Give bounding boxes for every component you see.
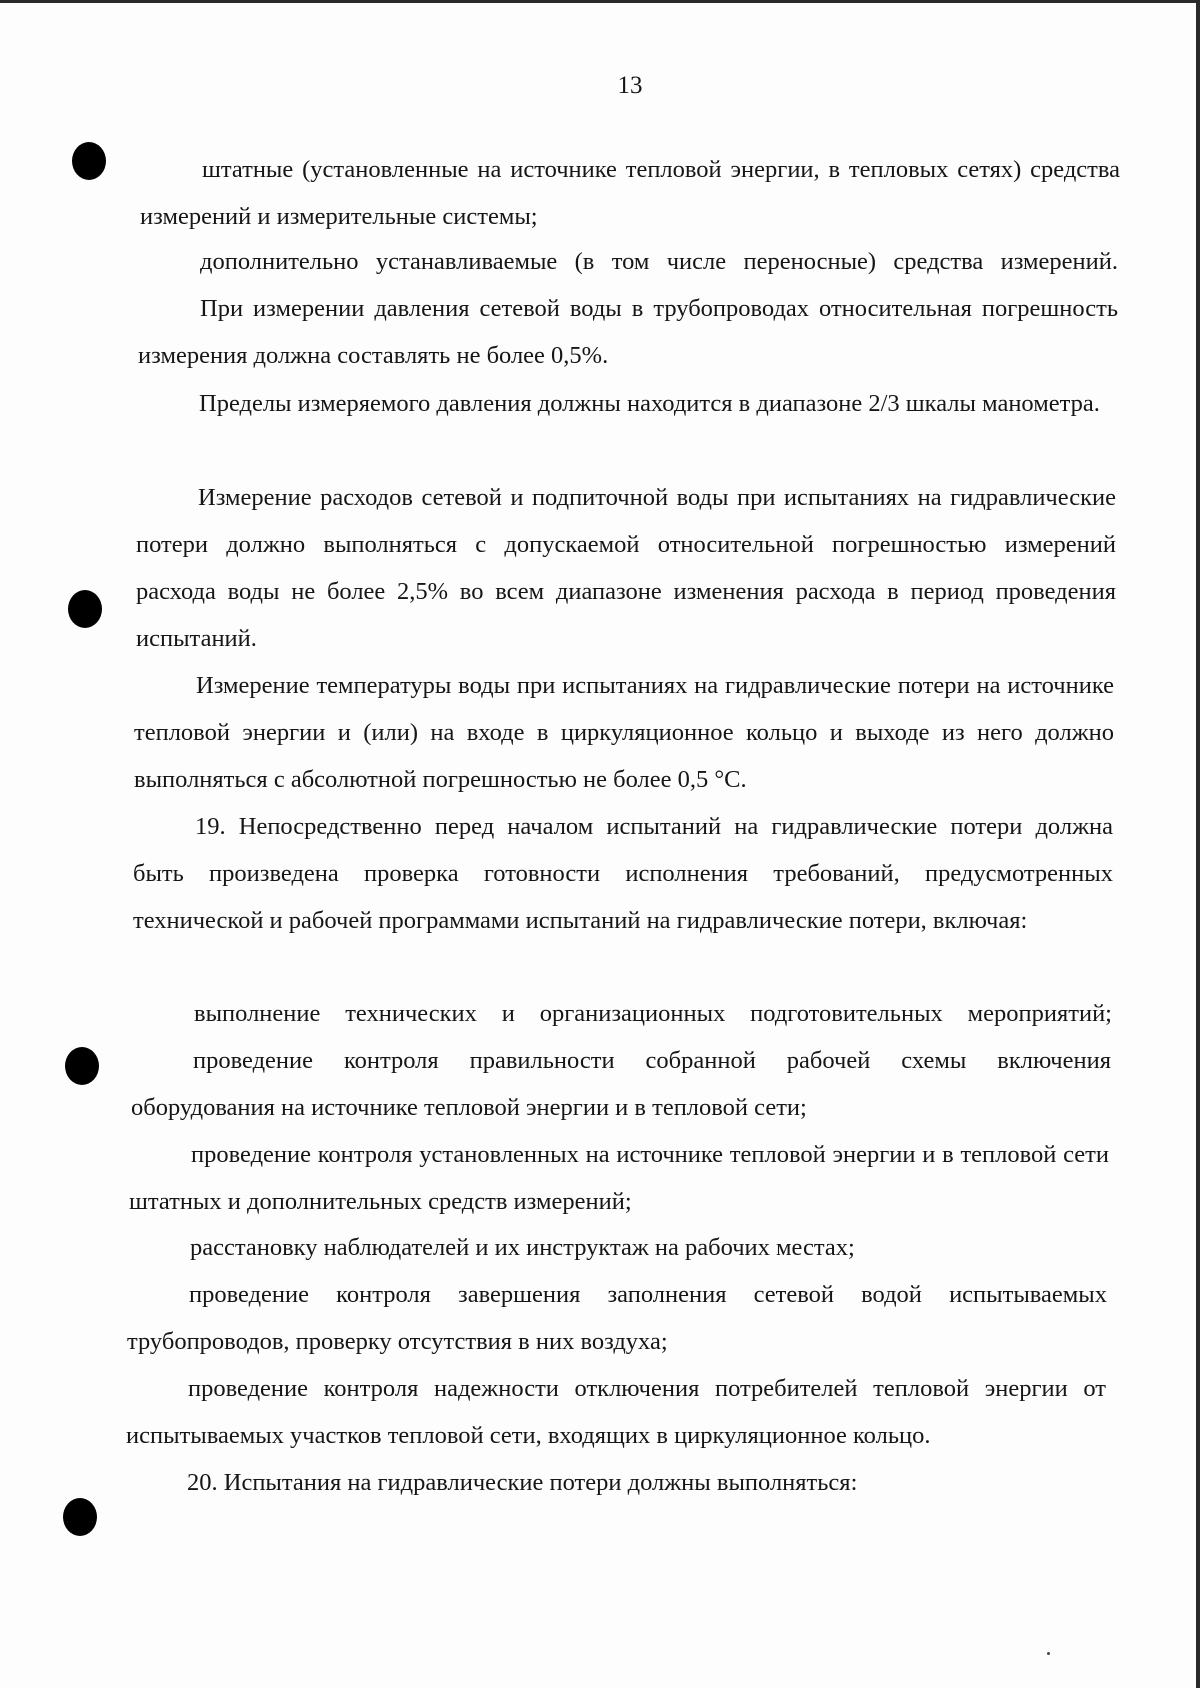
- paragraph: дополнительно устанавливаемые (в том числе переносные) средства измерений.: [200, 248, 1118, 275]
- paragraph: проведение контроля завершения заполнения сетевой водой испытываемых трубопроводов, проверку отсутствия в них воздуха;: [127, 1281, 1107, 1355]
- punch-hole-mark: [72, 142, 106, 180]
- scan-edge-top: [0, 0, 1200, 3]
- scan-edge-right: [1196, 0, 1200, 1688]
- punch-hole-mark: [68, 590, 102, 628]
- paragraph: При измерении давления сетевой воды в трубопроводах относительная погрешность измерения должна составлять не более 0,5%.: [138, 295, 1118, 369]
- paragraph: выполнение технических и организационных подготовительных мероприятий;: [194, 1000, 1112, 1027]
- paragraph: Измерение температуры воды при испытаниях на гидравлические потери на источнике тепловой энергии и (или) на входе в циркуляционное кольцо и выходе из него должно выполняться с абсолютной погрешностью не более 0,5 °С.: [134, 672, 1114, 793]
- scan-speck: [1047, 1652, 1050, 1655]
- paragraph: 19. Непосредственно перед началом испытаний на гидравлические потери должна быть произведена проверка готовности исполнения требований, предусмотренных технической и рабочей программами испытаний на гидравлические потери, включая:: [133, 813, 1113, 934]
- paragraph: проведение контроля правильности собранной рабочей схемы включения оборудования на источнике тепловой энергии и в тепловой сети;: [131, 1047, 1111, 1121]
- paragraph: проведение контроля надежности отключения потребителей тепловой энергии от испытываемых участков тепловой сети, входящих в циркуляционное кольцо.: [126, 1375, 1106, 1449]
- paragraph: штатные (установленные на источнике тепловой энергии, в тепловых сетях) средства измерений и измерительные системы;: [140, 156, 1120, 230]
- paragraph: проведение контроля установленных на источнике тепловой энергии и в тепловой сети штатных и дополнительных средств измерений;: [129, 1141, 1109, 1215]
- paragraph: 20. Испытания на гидравлические потери должны выполняться:: [187, 1469, 858, 1496]
- punch-hole-mark: [63, 1498, 97, 1536]
- punch-hole-mark: [65, 1047, 99, 1085]
- paragraph: расстановку наблюдателей и их инструктаж на рабочих местах;: [190, 1234, 855, 1261]
- page-number: 13: [617, 72, 643, 99]
- paragraph: Пределы измеряемого давления должны находится в диапазоне 2/3 шкалы манометра.: [199, 390, 1100, 417]
- paragraph: Измерение расходов сетевой и подпиточной воды при испытаниях на гидравлические потери должно выполняться с допускаемой относительной погрешностью измерений расхода воды не более 2,5% во всем диапазоне изменения расхода в период проведения испытаний.: [136, 484, 1116, 652]
